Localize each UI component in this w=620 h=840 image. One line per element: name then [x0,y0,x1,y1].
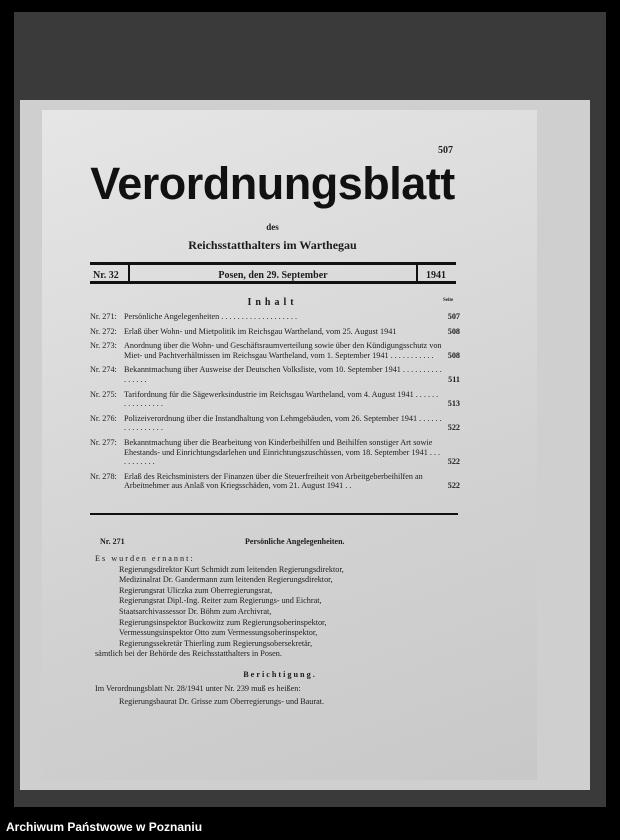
toc-entry [90,365,460,384]
toc-text: Anordnung über die Wohn- und Geschäftsraumverteilung sowie über den Kündigungsschutz von Miet- und Pachtverhältnissen im Reichsgau Wartheland, vom 1. September 1941 . . . . . . . . . . . [124,341,442,360]
toc-entry [90,390,460,409]
correction-line: Regierungsbaurat Dr. Grisse zum Oberregierungs- und Baurat. [119,697,325,707]
appointment-line: Staatsarchivassessor Dr. Böhm zum Archivrat, [119,606,272,616]
toc-text: Persönliche Angelegenheiten . . . . . . . . . . . . . . . . . . . [124,312,298,321]
divider [90,513,458,515]
section-header [100,537,460,546]
toc-nr: Nr. 277: [90,437,117,447]
page-column-label: Seite [443,298,454,303]
toc-text: Bekanntmachung über die Bearbeitung von Kinderbeihilfen und Beihilfen sonstiger Art sowie Ehestands- und Einrichtungsdarlehen und Einrichtungszuschüssen, vom 18. September 1941 . . . . . . . . . . . [124,437,441,467]
page-number: 507 [438,145,453,156]
toc-page: 507 [447,312,460,321]
toc-entry [90,312,460,322]
issue-header [90,262,456,284]
appointment-line: Regierungsinspektor Buckowitz zum Regierungsoberinspektor, [119,617,327,627]
toc-entry [90,414,460,433]
issue-date: Posen, den 29. September [218,270,328,281]
appointment-line: Regierungsrat Dipl.-Ing. Reiter zum Regierungs- und Eichrat, [119,596,322,606]
toc-page: 511 [448,374,460,384]
appointment-line: Medizinalrat Dr. Gandermann zum leitenden Regierungsdirektor, [119,575,333,585]
toc-page: 522 [447,481,460,491]
toc-entry [90,327,460,337]
toc-nr: Nr. 274: [90,365,117,375]
toc-page: 522 [447,423,460,433]
document-title: Verordnungsblatt [90,158,455,209]
appointment-line: Regierungsdirektor Kurt Schmidt zum leitenden Regierungsdirektor, [119,564,344,574]
appointment-line: Regierungsrat Uliczka zum Oberregierungsrat, [119,585,273,595]
correction-text: Im Verordnungsblatt Nr. 28/1941 unter Nr. 239 muß es heißen: [95,683,301,693]
appointment-line: Regierungssekretär Thierling zum Regierungsobersekretär, [119,638,313,648]
toc-page: 513 [447,399,460,409]
appointment-line: Vermessungsinspektor Otto zum Vermessungsoberinspektor, [119,628,318,638]
section-body [95,554,465,708]
toc-nr: Nr. 278: [90,471,117,481]
toc-text: Tarifordnung für die Sägewerksindustrie im Reichsgau Wartheland, vom 4. August 1941 . . . . . . . . . . . . . . . . [124,389,439,409]
toc-nr: Nr. 271: [90,312,117,321]
issue-number: Nr. 32 [93,270,119,281]
toc-text: Erlaß des Reichsministers der Finanzen über die Steuerfreiheit von Arbeitgeberbeihilfen an Arbeitnehmer aus Anlaß von Kriegsschäden, vom 21. August 1941 . . [124,471,423,491]
section-intro: Es wurden ernannt: [95,554,195,563]
divider [416,265,418,281]
toc-nr: Nr. 273: [90,341,117,351]
toc-page: 522 [447,457,460,467]
toc-page: 508 [447,350,460,360]
title-des: des [266,222,279,232]
toc-entry [90,472,460,491]
section-number: Nr. 271 [100,537,125,546]
toc-nr: Nr. 275: [90,389,117,399]
toc-text: Bekanntmachung über Ausweise der Deutschen Volksliste, vom 10. September 1941 . . . . . . . . . . . . . . . . [124,365,442,384]
issue-year: 1941 [426,270,446,281]
toc-page: 508 [447,326,460,336]
toc-entry [90,438,460,467]
section-closing: sämtlich bei der Behörde des Reichsstatthalters in Posen. [95,649,282,659]
section-title: Persönliche Angelegenheiten. [245,537,345,546]
archive-caption: Archiwum Państwowe w Poznaniu [6,820,203,834]
document-subtitle: Reichsstatthalters im Warthegau [188,238,357,252]
table-of-contents [90,312,460,496]
contents-heading: Inhalt [247,297,298,308]
toc-entry [90,341,460,360]
toc-nr: Nr. 272: [90,326,117,336]
toc-text: Erlaß über Wohn- und Mietpolitik im Reichsgau Wartheland, vom 25. August 1941 [124,326,397,336]
correction-heading: Berichtigung. [243,669,317,679]
toc-nr: Nr. 276: [90,413,117,423]
toc-text: Polizeiverordnung über die Instandhaltung von Lehmgebäuden, vom 26. September 1941 . . . . . . . . . . . . . . . . [124,413,442,433]
